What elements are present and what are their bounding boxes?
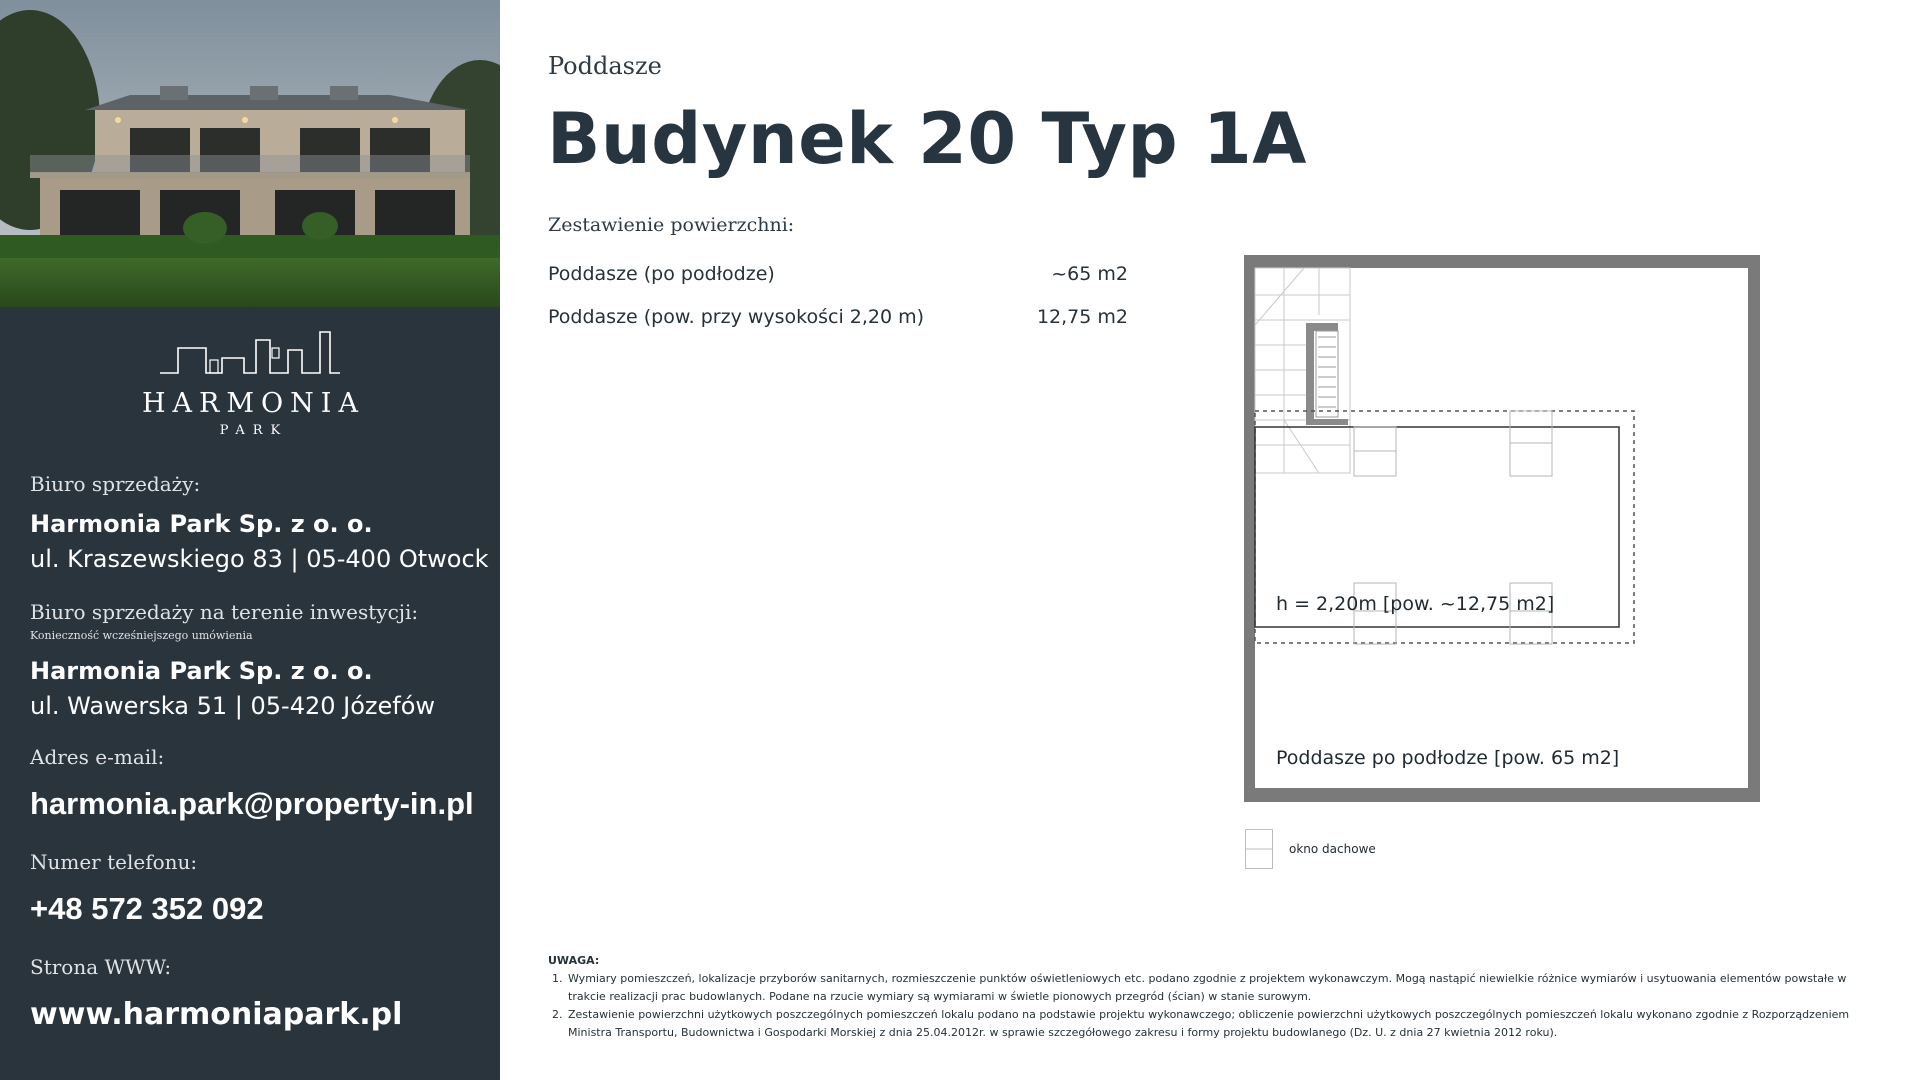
website-link[interactable]: www.harmoniapark.pl [30,997,403,1032]
zone-label: h = 2,20m [pow. ~12,75 m2] [1276,593,1555,615]
building-photo [0,0,500,307]
area-value: ~65 m2 [1051,263,1128,285]
area-summary-heading: Zestawienie powierzchni: [548,214,795,236]
site-office-company: Harmonia Park Sp. z o. o. [30,657,373,685]
area-row [548,263,1128,291]
disclaimer-notes [548,952,1878,1042]
site-office-label: Biuro sprzedaży na terenie inwestycji: [30,600,419,624]
sales-office-address: ul. Kraszewskiego 83 | 05-400 Otwock [30,545,489,573]
notes-heading: UWAGA: [548,954,600,967]
area-label: Poddasze (po podłodze) [548,263,775,285]
notes-list [566,970,1878,1042]
area-row [548,306,1128,334]
logo-name: HARMONIA [142,388,365,419]
site-office-address: ul. Wawerska 51 | 05-420 Józefów [30,692,436,720]
attic-plan-drawing [1244,255,1760,802]
legend-label: okno dachowe [1289,842,1376,856]
note-item: 2. Zestawienie powierzchni użytkowych poszczególnych pomieszczeń lokalu podano na podstawie projektu wykonawczego; obliczenie powierzchni użytkowych poszczególnych pomieszczeń lokalu wykonano zgodnie z Rozporządzeniem Ministra Transportu, Budownictwa i Gospodarki Morskiej z dnia 25.04.2012r. w sprawie szczegółowego zakresu i formy projektu budowlanego (Dz. U. z dnia 27 kwietnia 2012 roku). [566,1006,1878,1042]
email-label: Adres e-mail: [30,745,165,769]
harmonia-park-logo [0,330,500,438]
area-value: 12,75 m2 [1036,306,1128,328]
sales-office-label: Biuro sprzedaży: [30,472,201,496]
skyline-logo-icon [160,330,340,376]
floor-area-label: Poddasze po podłodze [pow. 65 m2] [1276,747,1620,769]
hero-image [0,0,500,307]
floor-eyebrow: Poddasze [548,52,662,80]
roof-window-legend-icon [1245,829,1273,869]
site-office-note: Konieczność wcześniejszego umówienia [30,629,253,642]
phone-link[interactable]: +48 572 352 092 [30,891,264,926]
sales-office-company: Harmonia Park Sp. z o. o. [30,510,373,538]
website-label: Strona WWW: [30,955,172,979]
phone-label: Numer telefonu: [30,850,198,874]
note-item: 1. Wymiary pomieszczeń, lokalizacje przyborów sanitarnych, rozmieszczenie punktów oświetleniowych etc. podano zgodnie z projektem wykonawczym. Mogą nastąpić niewielkie różnice wymiarów i usytuowania elementów powstałe w trakcie realizacji prac budowlanych. Podane na rzucie wymiary są wymiarami w świetle pionowych przegród (ścian) w stanie surowym. [566,970,1878,1006]
email-link[interactable]: harmonia.park@property-in.pl [30,786,474,821]
page-title: Budynek 20 Typ 1A [547,98,1307,180]
floor-plan [1244,255,1760,802]
sidebar [0,0,500,1080]
logo-sub: PARK [219,423,289,438]
area-label: Poddasze (pow. przy wysokości 2,20 m) [548,306,925,328]
